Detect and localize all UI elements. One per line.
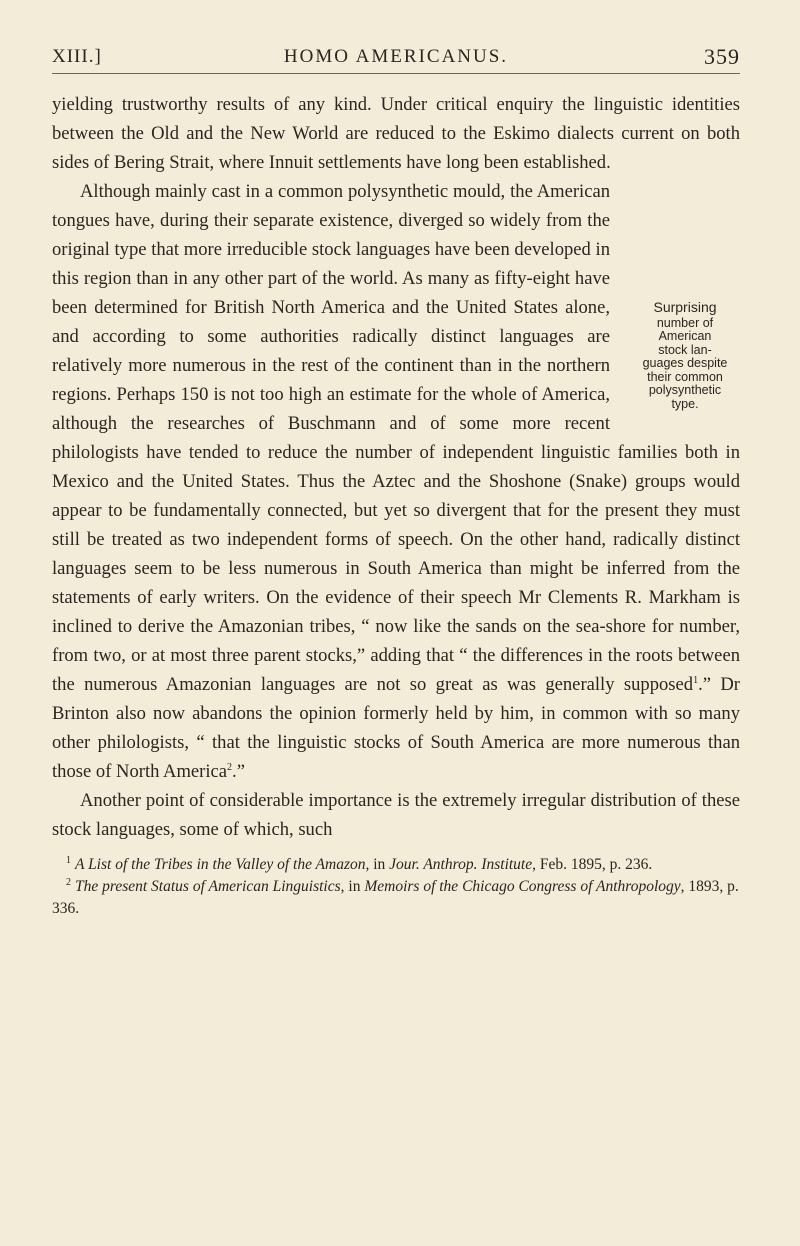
footnote-ref-1[interactable]: 1 [693, 674, 699, 686]
footnote-mark: 1 [66, 854, 71, 866]
paragraph-1: yielding trustworthy results of any kind. Under critical enquiry the linguistic identities between the Old and the New World are reduced to the Eskimo dialects current on both sides of Bering Strait, where Innuit settlements have long been established. [52, 94, 740, 173]
paragraph-3: Another point of considerable importance is the extremely irregular distribution of these stock languages, some of which, such [52, 790, 740, 840]
sidenote-line: stock lan- [658, 342, 712, 357]
footnote-2 [52, 876, 740, 920]
footnote-journal: Jour. Anthrop. Institute [389, 856, 533, 873]
body-text [52, 90, 740, 844]
footnote-connector: , in [365, 856, 390, 873]
paragraph-2-block [52, 177, 740, 786]
footnote-ref-2[interactable]: 2 [227, 761, 233, 773]
footnote-1 [52, 854, 740, 876]
sidenote-line: Surprising [653, 299, 717, 315]
sidenote-line: polysynthetic [648, 383, 722, 397]
footnote-mark: 2 [66, 876, 71, 888]
running-head [52, 36, 740, 70]
running-title: HOMO AMERICANUS. [283, 46, 509, 67]
footnote-journal: Memoirs of the Chicago Congress of Anthropology [364, 878, 681, 895]
footnotes [52, 854, 740, 920]
sidenote-line: their common [647, 369, 723, 384]
paragraph-2 [52, 177, 740, 786]
footnote-citation: , Feb. 1895, p. 236. [532, 856, 653, 873]
header-rule [52, 73, 740, 74]
footnote-title: A List of the Tribes in the Valley of the Amazon [75, 856, 366, 873]
paragraph-2-text-b: .” Dr Brinton also now abandons the opinion formerly held by him, in common with so many other philologists, “ that the linguistic stocks of South America are more numerous than those of North America [52, 674, 740, 782]
chapter-number: XIII.] [52, 46, 102, 67]
book-page [52, 36, 740, 920]
paragraph-2-text-a: Although mainly cast in a common polysynthetic mould, the American tongues have, during their separate existence, diverged so widely from the original type that more irreducible stock languages have been developed in this region than in any other part of the world. As many as fifty-eight have been determined for British North America and the United States alone, and according to some authorities radically distinct languages are relatively more numerous in the rest of the continent than in the northern regions. Perhaps 150 is not too high an estimate for the whole of America, although the researches of Buschmann and of some more recent philologists have tended to reduce the number of independent linguistic families both in Mexico and the United States. Thus the Aztec and the Shoshone (Snake) groups would appear to be fundamentally connected, but yet so divergent that for the present they must still be treated as two independent forms of speech. On the other hand, radically distinct languages seem to be less numerous in South America than might be inferred from the statements of early writers. On the evidence of their speech Mr Clements R. Markham is inclined to derive the Amazonian tribes, “ now like the sands on the sea-shore for number, from two, or at most three parent stocks,” adding that “ the differences in the roots between the numerous Amazonian languages are not so great as was generally supposed [52, 181, 740, 695]
paragraph-2-text-c: .” [232, 761, 245, 782]
page-number: 359 [704, 44, 740, 69]
footnote-citation: , 1893, p. 336. [52, 878, 739, 917]
sidenote-line: number of [656, 315, 714, 330]
sidenote-line: guages despite [642, 356, 728, 370]
sidenote-line: American [658, 329, 712, 343]
sidenote-line: type. [671, 396, 699, 411]
footnote-title: The present Status of American Linguistics [75, 878, 341, 895]
footnote-connector: , in [340, 878, 365, 895]
margin-sidenote [622, 301, 748, 411]
